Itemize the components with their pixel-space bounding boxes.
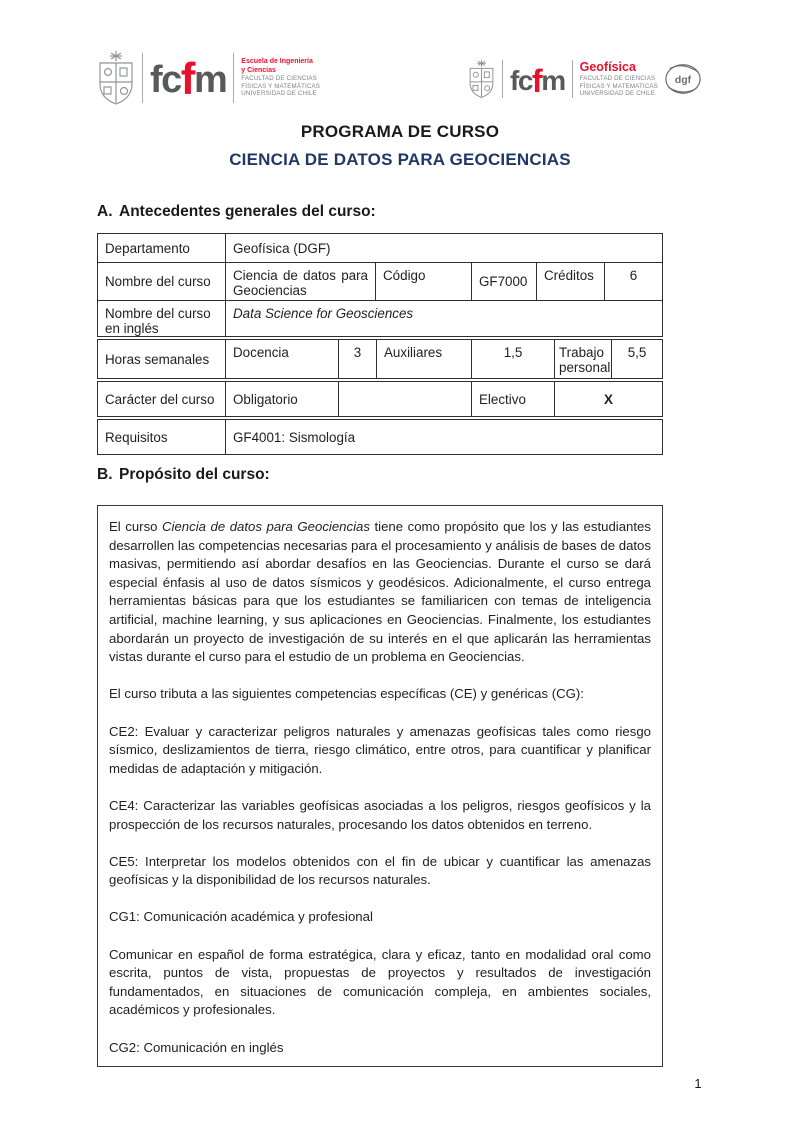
codigo-label-cell: Código [375, 262, 471, 300]
section-a-heading [97, 203, 376, 221]
logo-caption-line: y Ciencias [241, 66, 276, 74]
course-table-band-horas [97, 339, 663, 379]
nombre-curso-value-cell: Ciencia de datos para Geociencias [225, 262, 375, 300]
nombre-ingles-value-cell: Data Science for Geosciences [225, 300, 662, 336]
purpose-text-box [97, 505, 663, 1067]
fcfm-engineering-logo [97, 50, 320, 106]
course-info-table [97, 233, 663, 455]
purpose-paragraph-ce5: CE5: Interpretar los modelos obtenidos con el fin de ubicar y cuantificar las amenazas geofísicas y la disponibilidad de los recursos naturales. [109, 853, 651, 888]
departamento-label-cell: Departamento [105, 240, 190, 256]
section-a-heading-text: Antecedentes generales del curso: [119, 203, 376, 220]
section-b-heading-text: Propósito del curso: [119, 466, 270, 483]
logo-caption-line: FÍSICAS Y MATEMATICAS [579, 82, 658, 90]
fcfm-wordmark: fcfm [150, 54, 227, 104]
section-a-marker: A. [97, 203, 113, 220]
page-subtitle: CIENCIA DE DATOS PARA GEOCIENCIAS [229, 150, 571, 169]
svg-text:dgf: dgf [674, 74, 692, 86]
caracter-label-cell: Carácter del curso [105, 391, 215, 407]
section-b-heading [97, 466, 270, 484]
dgf-logo-icon [664, 60, 702, 98]
purpose-paragraph-cg2: CG2: Comunicación en inglés [109, 1039, 284, 1055]
purpose-paragraph: El curso tributa a las siguientes competencias específicas (CE) y genéricas (CG): [109, 686, 584, 702]
horas-label-cell: Horas semanales [105, 351, 210, 367]
requisitos-value-cell: GF4001: Sismología [225, 420, 662, 454]
fcfm-wordmark: fcfm [510, 62, 565, 99]
obligatorio-value-cell [338, 382, 471, 416]
universidad-de-chile-shield-icon [468, 58, 495, 100]
purpose-paragraph-intro: El curso Ciencia de datos para Geociencias tiene como propósito que los y las estudiantes desarrollen las competencias necesarias para el procesamiento y análisis de bases de datos masivas, permitiendo así abordar desafíos en las Geociencias. Durante el curso se dará especial énfasis al uso de datos sísmicos y geodésicos. Adicionalmente, el curso entrega herramientas básicas para que los estudiantes se familiaricen con temas de inteligencia artificial, machine learning, y sus aplicaciones en Geociencias. Finalmente, los estudiantes abordarán un proyecto de investigación de su interés en el que aplicarán las herramientas vistas durante el curso para el estudio de un problema en Geociencias. [109, 519, 651, 665]
codigo-value-cell: GF7000 [471, 262, 536, 300]
course-table-band-caracter [97, 381, 663, 417]
geofisica-logo-caption [580, 60, 658, 98]
purpose-paragraph-ce4: CE4: Caracterizar las variables geofísicas asociadas a los peligros, riesgos geofísicos y la prospección de los recursos naturales, procesando los datos obtenidos en terreno. [109, 797, 651, 832]
section-b-marker: B. [97, 466, 113, 483]
purpose-paragraph-cg1-detail: Comunicar en español de forma estratégica, clara y eficaz, tanto en modalidad oral como escrita, puntos de vista, propuestas de proyectos y resultados de investigación fundamentados, en situaciones de comunicación compleja, en ambientes sociales, académicos y profesionales. [109, 946, 651, 1018]
fcfm-logo-caption [241, 58, 320, 98]
obligatorio-label-cell: Obligatorio [225, 382, 338, 416]
logo-divider [142, 53, 143, 103]
course-name-italic: Ciencia de datos para Geociencias [162, 519, 370, 534]
page-title: PROGRAMA DE CURSO [300, 122, 500, 141]
auxiliares-label-cell: Auxiliares [376, 340, 471, 378]
purpose-paragraph-ce2: CE2: Evaluar y caracterizar peligros naturales y amenazas geofísicas tales como riesgo sísmico, deslizamientos de tierra, riesgo climático, entre otros, para cuantificar y planificar medidas de adaptación y mitigación. [109, 723, 651, 776]
trabajo-personal-label-cell: Trabajo personal [554, 340, 611, 378]
auxiliares-value-cell: 1,5 [471, 340, 554, 378]
course-table-band-general [97, 233, 663, 337]
nombre-ingles-label-cell: Nombre del curso en inglés [98, 300, 225, 336]
logo-divider [233, 53, 234, 103]
electivo-value-cell: X [554, 382, 662, 416]
logo-caption-line: UNIVERSIDAD DE CHILE [241, 90, 317, 98]
logo-caption-line: Escuela de Ingeniería [241, 58, 313, 66]
logo-caption-line: Geofísica [579, 60, 636, 75]
logo-divider [572, 60, 573, 98]
requisitos-label-cell: Requisitos [105, 429, 168, 445]
universidad-de-chile-shield-icon [97, 50, 135, 106]
logo-caption-line: FACULTAD DE CIENCIAS [241, 75, 317, 83]
page-number: 1 [694, 1076, 702, 1091]
docencia-value-cell: 3 [338, 340, 376, 378]
creditos-label-cell: Créditos [536, 262, 604, 300]
departamento-value-cell: Geofísica (DGF) [225, 234, 662, 262]
logo-caption-line: FÍSICAS Y MATEMÁTICAS [241, 82, 321, 90]
creditos-value-cell: 6 [604, 262, 662, 300]
course-table-band-requisitos [97, 419, 663, 455]
fcfm-geophysics-logo [468, 58, 702, 100]
purpose-paragraph-cg1: CG1: Comunicación académica y profesional [109, 909, 373, 925]
title-block [0, 122, 800, 170]
electivo-label-cell: Electivo [471, 382, 554, 416]
trabajo-personal-value-cell: 5,5 [611, 340, 662, 378]
logo-caption-line: UNIVERSIDAD DE CHILE [579, 90, 656, 98]
nombre-curso-label-cell: Nombre del curso [98, 262, 225, 300]
logo-caption-line: FACULTAD DE CIENCIAS [579, 75, 656, 83]
logo-divider [502, 60, 503, 98]
docencia-label-cell: Docencia [225, 340, 338, 378]
